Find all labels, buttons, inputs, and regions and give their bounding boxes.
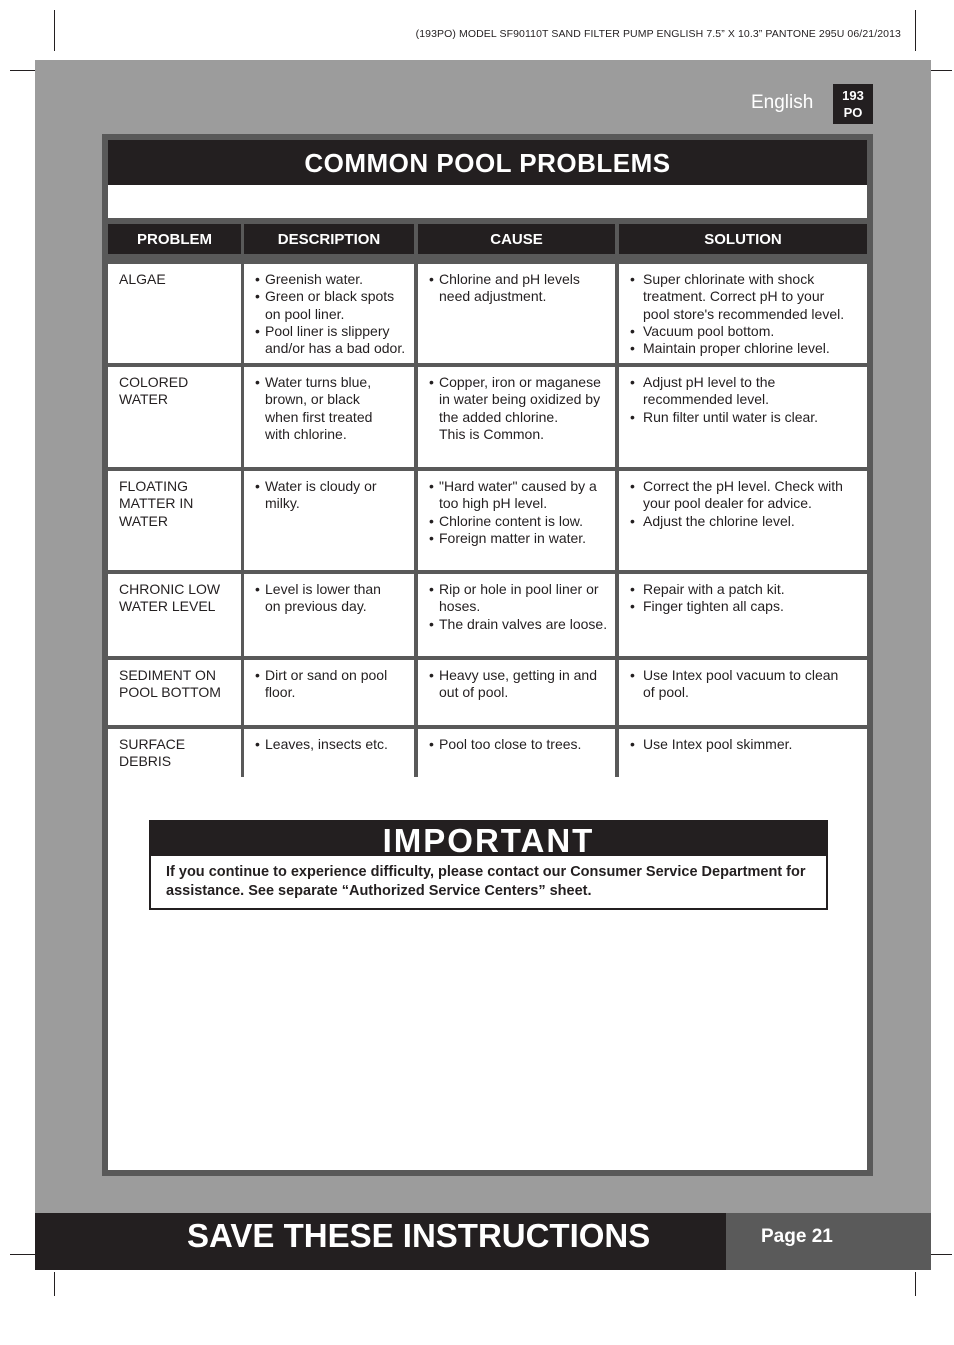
important-text-line: If you continue to experience difficulty, please contact our Consumer Service Department for [166, 864, 806, 880]
bullet-item: • Level is lower than [255, 581, 410, 598]
table-cell-solution [619, 574, 867, 656]
bullet-item-continuation: on pool liner. [265, 305, 345, 322]
important-text [166, 863, 816, 901]
bullet-item: • The drain valves are loose. [429, 616, 611, 633]
bullet-item-continuation: the added chlorine. [439, 408, 559, 425]
bullet-item-continuation: treatment. Correct pH to your [643, 288, 825, 305]
content-panel-inner [108, 140, 867, 1170]
bullet-item: • Green or black spots [255, 288, 410, 305]
title-spacer [108, 185, 867, 221]
table-cell-solution [619, 729, 867, 777]
bullet-item: • Use Intex pool skimmer. [630, 736, 863, 753]
bullet-item-continuation: with chlorine. [265, 425, 347, 442]
crop-mark [915, 1272, 916, 1296]
table-cell-solution [619, 471, 867, 570]
cause-list [429, 581, 611, 633]
cause-list [429, 271, 611, 306]
crop-mark [54, 1272, 55, 1296]
table-cell-solution [619, 264, 867, 363]
bullet-item-continuation: This is Common. [439, 425, 545, 442]
problems-table [108, 221, 867, 777]
bullet-item: • Run filter until water is clear. [630, 409, 863, 426]
table-cell-problem [108, 264, 241, 363]
solution-list [630, 667, 863, 702]
problem-name-line: POOL BOTTOM [119, 684, 221, 701]
bullet-item: • Super chlorinate with shock [630, 271, 863, 288]
bullet-item-continuation: of pool. [643, 684, 689, 701]
column-header-solution: SOLUTION [619, 224, 867, 254]
bullet-item: • Copper, iron or maganese [429, 374, 611, 391]
table-cell-problem [108, 729, 241, 777]
bullet-item: • Maintain proper chlorine level. [630, 340, 863, 357]
bullet-item: • Repair with a patch kit. [630, 581, 863, 598]
solution-list [630, 271, 863, 357]
problem-name-line: DEBRIS [119, 753, 172, 770]
cause-list [429, 478, 611, 547]
table-cell-problem [108, 471, 241, 570]
bullet-item: • Finger tighten all caps. [630, 598, 863, 615]
bullet-item: • Water is cloudy or [255, 478, 410, 495]
bullet-item: • Chlorine content is low. [429, 513, 611, 530]
description-list [255, 374, 410, 443]
section-title: COMMON POOL PROBLEMS [108, 140, 867, 185]
table-cell-problem [108, 574, 241, 656]
description-list [255, 667, 410, 702]
bullet-item: • Greenish water. [255, 271, 410, 288]
important-box [149, 820, 828, 910]
cause-list [429, 736, 611, 753]
bullet-item-continuation: milky. [265, 495, 300, 512]
table-cell-description [244, 729, 414, 777]
solution-list [630, 374, 863, 426]
important-title: IMPORTANT [151, 822, 826, 856]
bullet-item: • Adjust pH level to the [630, 374, 863, 391]
table-cell-cause [418, 367, 615, 467]
description-list [255, 581, 410, 616]
table-cell-cause [418, 574, 615, 656]
bullet-item-continuation: too high pH level. [439, 495, 548, 512]
table-cell-description [244, 574, 414, 656]
table-cell-solution [619, 660, 867, 725]
problem-name-line: WATER LEVEL [119, 598, 216, 615]
solution-list [630, 581, 863, 616]
save-instructions-banner: SAVE THESE INSTRUCTIONS [35, 1213, 726, 1270]
code-badge [833, 84, 873, 124]
code-badge-number: 193 [842, 88, 864, 103]
bullet-item: • Adjust the chlorine level. [630, 513, 863, 530]
bullet-item: • Chlorine and pH levels [429, 271, 611, 288]
cause-list [429, 374, 611, 443]
bullet-item-continuation: when first treated [265, 408, 373, 425]
problem-name-line: CHRONIC LOW [119, 581, 221, 597]
bullet-item: • Pool liner is slippery [255, 323, 410, 340]
bullet-item: • Vacuum pool bottom. [630, 323, 863, 340]
column-header-cause: CAUSE [418, 224, 615, 254]
bullet-item-continuation: recommended level. [643, 391, 770, 408]
bullet-item: • Heavy use, getting in and [429, 667, 611, 684]
solution-list [630, 478, 863, 530]
bullet-item: • Pool too close to trees. [429, 736, 611, 753]
important-text-line: assistance. See separate “Authorized Service Centers” sheet. [166, 883, 592, 899]
bullet-item: • Correct the pH level. Check with [630, 478, 863, 495]
solution-list [630, 736, 863, 753]
bullet-item: • Leaves, insects etc. [255, 736, 410, 753]
column-header-problem: PROBLEM [108, 224, 241, 254]
problem-name-line: SEDIMENT ON [119, 667, 216, 683]
crop-mark [54, 10, 55, 51]
bullet-item-continuation: brown, or black [265, 391, 360, 408]
bullet-item-continuation: in water being oxidized by [439, 391, 601, 408]
column-header-description: DESCRIPTION [244, 224, 414, 254]
bullet-item-continuation: your pool dealer for advice. [643, 495, 812, 512]
bullet-item-continuation: hoses. [439, 598, 481, 615]
bullet-item-continuation: floor. [265, 684, 296, 701]
table-cell-description [244, 471, 414, 570]
table-cell-description [244, 660, 414, 725]
print-info: (193PO) MODEL SF90110T SAND FILTER PUMP ENGLISH 7.5” X 10.3” PANTONE 295U 06/21/2013 [415, 28, 901, 40]
language-label: English [751, 92, 814, 113]
description-list [255, 736, 410, 753]
bullet-item-continuation: on previous day. [265, 598, 367, 615]
table-cell-solution [619, 367, 867, 467]
crop-mark [915, 10, 916, 51]
bullet-item-continuation: out of pool. [439, 684, 509, 701]
table-cell-description [244, 264, 414, 363]
page-number: Page 21 [726, 1213, 931, 1270]
problem-name-line: WATER [119, 391, 168, 408]
bullet-item: • "Hard water" caused by a [429, 478, 611, 495]
table-cell-cause [418, 471, 615, 570]
bullet-item-continuation: need adjustment. [439, 288, 547, 305]
description-list [255, 271, 410, 357]
bullet-item: • Dirt or sand on pool [255, 667, 410, 684]
table-cell-cause [418, 660, 615, 725]
bullet-item-continuation: pool store's recommended level. [643, 305, 845, 322]
bullet-item: • Foreign matter in water. [429, 530, 611, 547]
table-cell-problem [108, 367, 241, 467]
problem-name-line: ALGAE [119, 271, 166, 287]
table-cell-problem [108, 660, 241, 725]
problem-name-line: FLOATING [119, 478, 188, 494]
problem-name-line: SURFACE [119, 736, 186, 752]
code-badge-suffix: PO [843, 105, 863, 120]
table-cell-cause [418, 729, 615, 777]
problem-name-line: WATER [119, 512, 168, 529]
table-cell-cause [418, 264, 615, 363]
description-list [255, 478, 410, 513]
problem-name-line: COLORED [119, 374, 189, 390]
bullet-item: • Use Intex pool vacuum to clean [630, 667, 863, 684]
content-panel [102, 134, 873, 1176]
bullet-item: • Water turns blue, [255, 374, 410, 391]
bullet-item-continuation: and/or has a bad odor. [265, 340, 406, 357]
bullet-item: • Rip or hole in pool liner or [429, 581, 611, 598]
problem-name-line: MATTER IN [119, 495, 194, 512]
table-cell-description [244, 367, 414, 467]
cause-list [429, 667, 611, 702]
